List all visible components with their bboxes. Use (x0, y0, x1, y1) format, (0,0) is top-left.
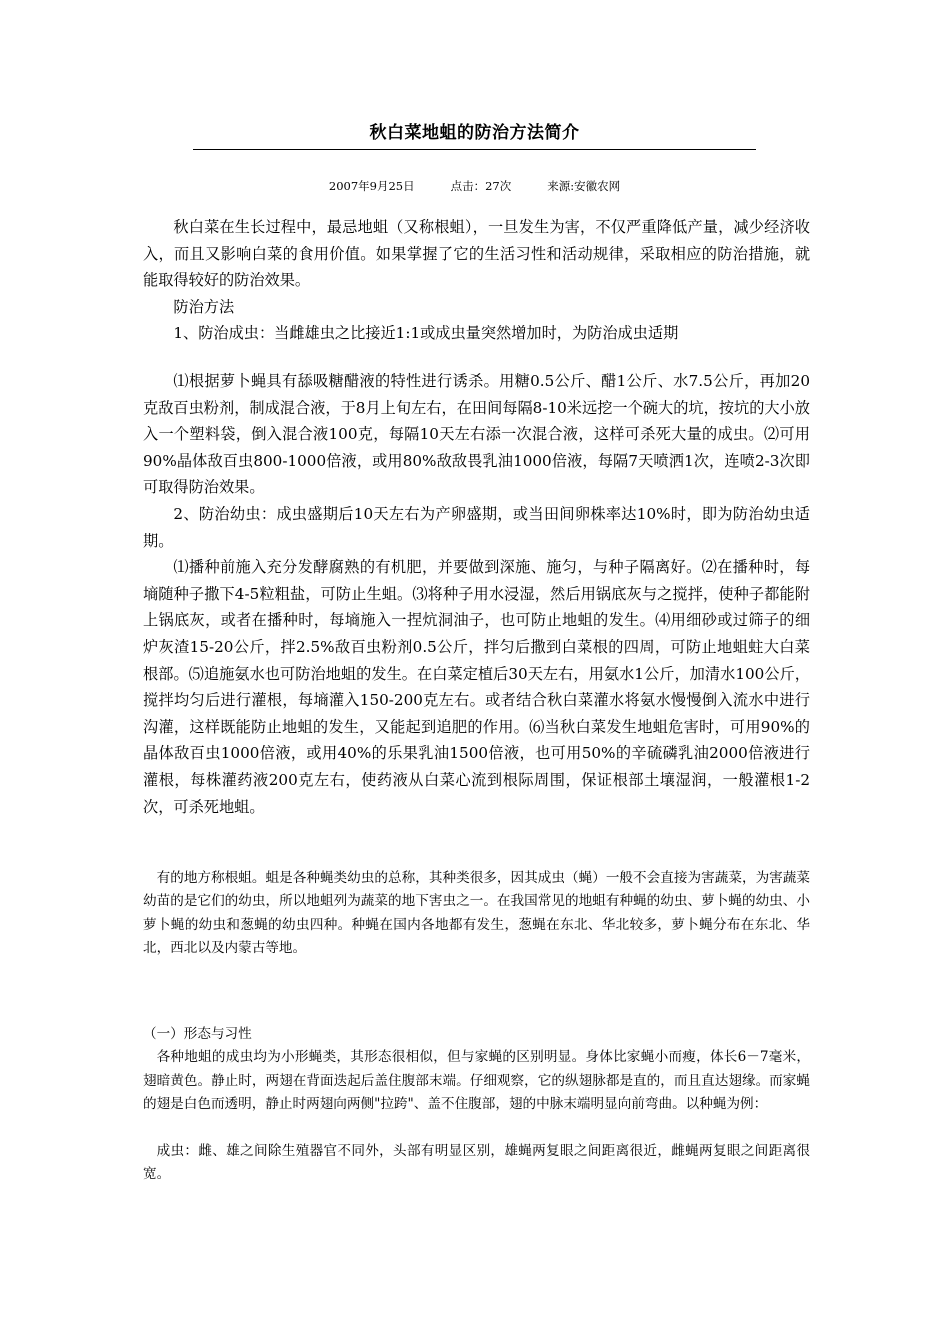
morphology-heading: （一）形态与习性 (143, 1026, 252, 1042)
article-source: 来源:安徽农网 (547, 179, 621, 193)
adult-control-heading: 1、防治成虫：当雌雄虫之比接近1:1或成虫量突然增加时，为防治成虫适期 (173, 324, 679, 343)
overview-paragraph: 有的地方称根蛆。蛆是各种蝇类幼虫的总称，其种类很多，因其成虫（蝇）一般不会直接为害蔬菜，为害蔬菜幼苗的是它们的幼虫，所以地蛆列为蔬菜的地下害虫之一。在我国常见的地蛆有种蝇的幼虫、萝卜蝇的幼虫、小萝卜蝇的幼虫和葱蝇的幼虫四种。种蝇在国内各地都有发生，葱蝇在东北、华北较多，萝卜蝇分布在东北、华北，西北以及内蒙古等地。 (143, 870, 810, 957)
title-underline (193, 149, 756, 150)
larva-control-methods: ⑴播种前施入充分发酵腐熟的有机肥，并要做到深施、施匀，与种子隔离好。⑵在播种时，每墒随种子撒下4-5粒粗盐，可防止生蛆。⑶将种子用水浸湿，然后用锅底灰与之搅拌，使种子都能附上锅底灰，或者在播种时，每墒施入一捏炕洞油子，也可防止地蛆的发生。⑷用细砂或过筛子的细炉灰渣15-20公斤，拌2.5%敌百虫粉剂0.5公斤，拌匀后撒到白菜根的四周，可防止地蛆蛀大白菜根部。⑸追施氨水也可防治地蛆的发生。在白菜定植后30天左右，用氨水1公斤，加清水100公斤，搅拌均匀后进行灌根，每墒灌入150-200克左右。或者结合秋白菜灌水将氨水慢慢倒入流水中进行沟灌，这样既能防止地蛆的发生，又能起到追肥的作用。⑹当秋白菜发生地蛆危害时，可用90%的晶体敌百虫1000倍液，或用40%的乐果乳油1500倍液，也可用50%的辛硫磷乳油2000倍液进行灌根，每株灌药液200克左右，使药液从白菜心流到根际周围，保证根部土壤湿润，一般灌根1-2次，可杀死地蛆。 (143, 558, 810, 816)
section-morphology (143, 1023, 810, 1117)
article-meta (193, 177, 756, 195)
morphology-paragraph: 各种地蛆的成虫均为小形蝇类，其形态很相似，但与家蝇的区别明显。身体比家蝇小而瘦，体长6－7毫米，翅暗黄色。静止时，两翅在背面迭起后盖住腹部末端。仔细观察，它的纵翅脉都是直的，而且直达翅缘。而家蝇的翅是白色而透明，静止时两翅向两侧"拉跨"、盖不住腹部，翅的中脉末端明显向前弯曲。以种蝇为例： (143, 1049, 810, 1113)
document-title: 秋白菜地蛆的防治方法简介 (369, 123, 580, 143)
section-intro (143, 214, 810, 347)
methods-heading: 防治方法 (173, 297, 235, 316)
section-adult-description (143, 1140, 810, 1187)
adult-control-methods: ⑴根据萝卜蝇具有舔吸糖醋液的特性进行诱杀。用糖0.5公斤、醋1公斤、水7.5公斤，再加20克敌百虫粉剂，制成混合液，于8月上旬左右，在田间每隔8-10米远挖一个碗大的坑，按坑的大小放入一个塑料袋，倒入混合液100克，每隔10天左右添一次混合液，这样可杀死大量的成虫。⑵可用90%晶体敌百虫800-1000倍液，或用80%敌敌畏乳油1000倍液，每隔7天喷洒1次，连喷2-3次即可取得防治效果。 (143, 372, 810, 497)
click-count: 点击：27次 (450, 179, 512, 193)
publish-date: 2007年9月25日 (328, 179, 415, 193)
adult-description-paragraph: 成虫：雌、雄之间除生殖器官不同外，头部有明显区别，雄蝇两复眼之间距离很近，雌蝇两复眼之间距离很宽。 (143, 1143, 810, 1183)
section-control-methods (143, 368, 810, 820)
larva-control-heading: 2、防治幼虫：成虫盛期后10天左右为产卵盛期，或当田间卵株率达10%时，即为防治幼虫适期。 (143, 504, 810, 550)
section-overview (143, 867, 810, 961)
intro-paragraph: 秋白菜在生长过程中，最忌地蛆（又称根蛆），一旦发生为害，不仅严重降低产量，减少经济收入，而且又影响白菜的食用价值。如果掌握了它的生活习性和活动规律，采取相应的防治措施，就能取得较好的防治效果。 (143, 218, 810, 290)
